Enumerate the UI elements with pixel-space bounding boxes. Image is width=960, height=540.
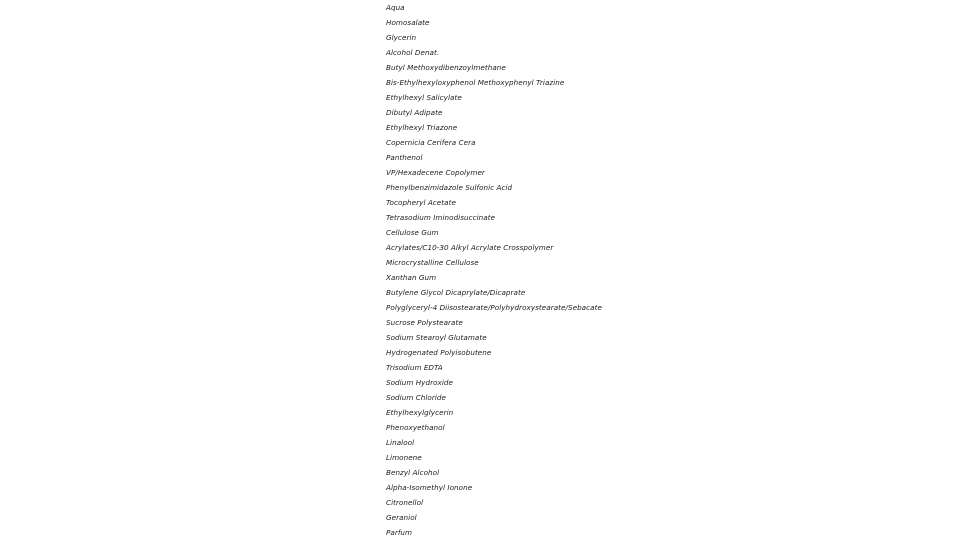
ingredient-item: Parfum bbox=[386, 528, 413, 537]
ingredient-item: VP/Hexadecene Copolymer bbox=[386, 168, 485, 177]
ingredient-item: Phenoxyethanol bbox=[386, 423, 445, 432]
ingredient-item: Linalool bbox=[386, 438, 415, 447]
ingredient-item: Panthenol bbox=[386, 153, 423, 162]
ingredient-item: Butylene Glycol Dicaprylate/Dicaprate bbox=[386, 288, 526, 297]
ingredient-list bbox=[386, 0, 602, 540]
ingredient-item: Ethylhexylglycerin bbox=[386, 408, 454, 417]
ingredient-item: Dibutyl Adipate bbox=[386, 108, 443, 117]
ingredient-item: Xanthan Gum bbox=[386, 273, 437, 282]
ingredient-item: Geraniol bbox=[386, 513, 417, 522]
ingredient-item: Polyglyceryl-4 Diisostearate/Polyhydroxystearate/Sebacate bbox=[386, 303, 602, 312]
ingredient-item: Sodium Stearoyl Glutamate bbox=[386, 333, 487, 342]
ingredient-item: Butyl Methoxydibenzoylmethane bbox=[386, 63, 506, 72]
ingredient-item: Alpha-Isomethyl Ionone bbox=[386, 483, 473, 492]
ingredient-item: Phenylbenzimidazole Sulfonic Acid bbox=[386, 183, 513, 192]
ingredient-item: Microcrystalline Cellulose bbox=[386, 258, 479, 267]
ingredient-item: Ethylhexyl Triazone bbox=[386, 123, 458, 132]
ingredient-item: Citronellol bbox=[386, 498, 424, 507]
ingredient-item: Alcohol Denat. bbox=[386, 48, 440, 57]
ingredient-item: Ethylhexyl Salicylate bbox=[386, 93, 462, 102]
ingredient-item: Glycerin bbox=[386, 33, 417, 42]
ingredient-item: Tocopheryl Acetate bbox=[386, 198, 456, 207]
ingredient-item: Homosalate bbox=[386, 18, 430, 27]
ingredient-item: Sodium Hydroxide bbox=[386, 378, 453, 387]
ingredient-item: Acrylates/C10-30 Alkyl Acrylate Crosspolymer bbox=[386, 243, 554, 252]
ingredient-item: Hydrogenated Polyisobutene bbox=[386, 348, 492, 357]
ingredient-item: Bis-Ethylhexyloxyphenol Methoxyphenyl Triazine bbox=[386, 78, 565, 87]
ingredient-item: Sodium Chloride bbox=[386, 393, 447, 402]
ingredient-item: Copernicia Cerifera Cera bbox=[386, 138, 476, 147]
ingredient-item: Tetrasodium Iminodisuccinate bbox=[386, 213, 496, 222]
ingredient-item: Sucrose Polystearate bbox=[386, 318, 463, 327]
ingredient-item: Cellulose Gum bbox=[386, 228, 439, 237]
ingredient-item: Benzyl Alcohol bbox=[386, 468, 440, 477]
ingredient-item: Trisodium EDTA bbox=[386, 363, 443, 372]
ingredient-item: Limonene bbox=[386, 453, 422, 462]
ingredient-item: Aqua bbox=[386, 3, 405, 12]
